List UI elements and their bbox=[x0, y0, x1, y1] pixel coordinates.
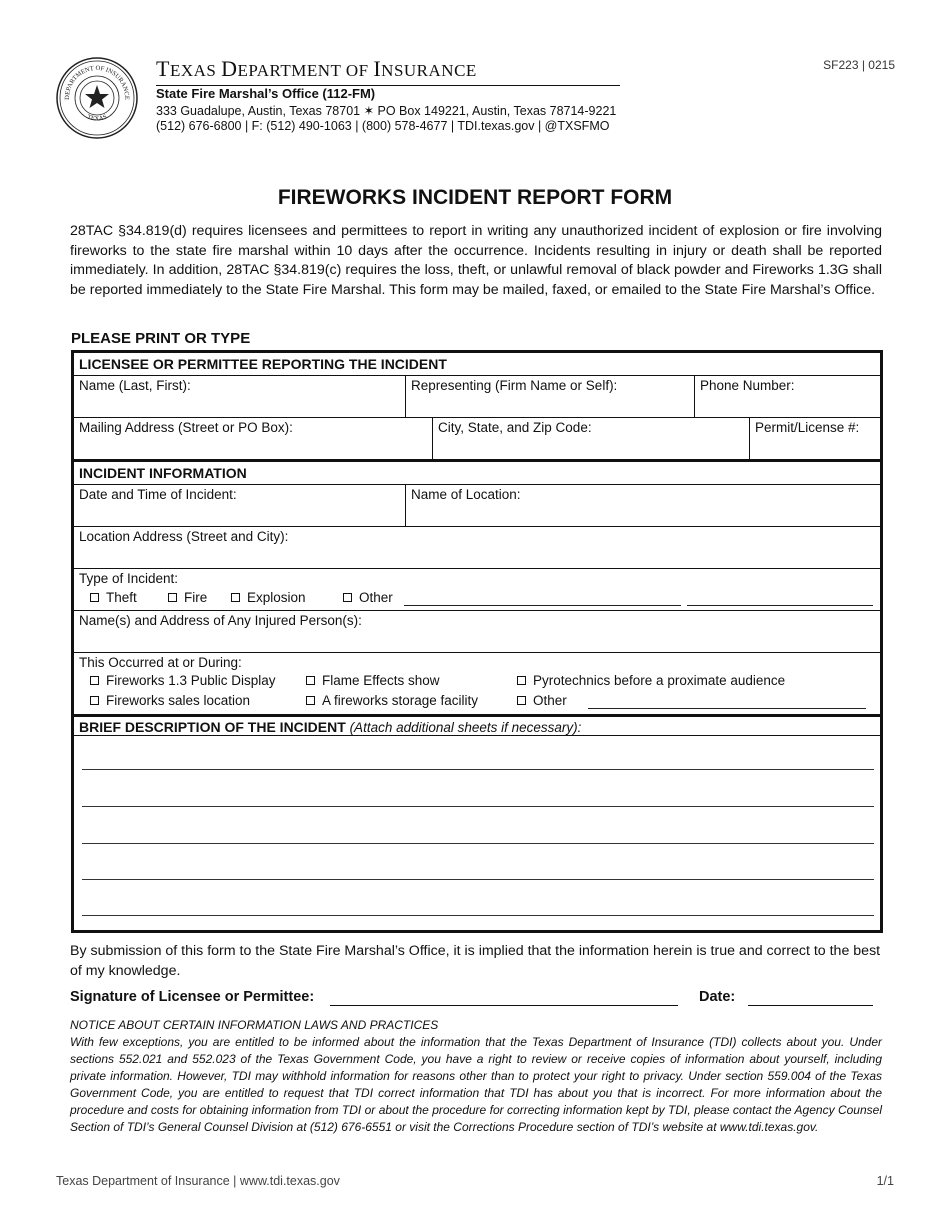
footer-agency: Texas Department of Insurance | www.tdi.texas.gov bbox=[56, 1174, 340, 1188]
name-field[interactable]: Name (Last, First): bbox=[79, 378, 191, 393]
checkbox-icon bbox=[90, 676, 99, 685]
checkbox-icon bbox=[306, 676, 315, 685]
date-line[interactable] bbox=[748, 1005, 873, 1006]
checkbox-icon bbox=[343, 593, 352, 602]
signature-label: Signature of Licensee or Permittee: bbox=[70, 989, 315, 1005]
representing-field[interactable]: Representing (Firm Name or Self): bbox=[411, 378, 618, 393]
type-theft-checkbox[interactable]: Theft bbox=[90, 590, 137, 605]
agency-title: TEXAS DEPARTMENT OF INSURANCE bbox=[156, 56, 620, 86]
occurred-public-display-checkbox[interactable]: Fireworks 1.3 Public Display bbox=[90, 673, 276, 688]
attestation-text: By submission of this form to the State Fire Marshal’s Office, it is implied that the information herein is true and correct to the best of my knowledge. bbox=[70, 943, 881, 979]
occurred-storage-facility-checkbox[interactable]: A fireworks storage facility bbox=[306, 693, 478, 708]
form-title: FIREWORKS INCIDENT REPORT FORM bbox=[277, 186, 673, 209]
type-fire-checkbox[interactable]: Fire bbox=[168, 590, 207, 605]
tdi-seal-logo bbox=[55, 56, 139, 140]
type-other-line-2[interactable] bbox=[687, 605, 873, 606]
checkbox-icon bbox=[231, 593, 240, 602]
incident-date-time-field[interactable]: Date and Time of Incident: bbox=[79, 487, 237, 502]
mailing-address-field[interactable]: Mailing Address (Street or PO Box): bbox=[79, 420, 293, 435]
incident-form bbox=[71, 350, 883, 933]
phone-field[interactable]: Phone Number: bbox=[700, 378, 795, 393]
seal-bottom-text: TEXAS bbox=[86, 113, 108, 123]
location-address-field[interactable]: Location Address (Street and City): bbox=[79, 529, 289, 544]
location-name-field[interactable]: Name of Location: bbox=[411, 487, 521, 502]
checkbox-icon bbox=[168, 593, 177, 602]
type-other-line[interactable] bbox=[404, 605, 681, 606]
office-address: 333 Guadalupe, Austin, Texas 78701 ✶ PO Box 149221, Austin, Texas 78714-9221 bbox=[156, 104, 617, 118]
office-name: State Fire Marshal’s Office (112-FM) bbox=[156, 86, 376, 101]
description-heading: BRIEF DESCRIPTION OF THE INCIDENT (Attach additional sheets if necessary): bbox=[79, 719, 582, 735]
page-number: 1/1 bbox=[876, 1174, 894, 1188]
injured-persons-field[interactable]: Name(s) and Address of Any Injured Person(s): bbox=[79, 613, 362, 628]
licensee-section-heading: LICENSEE OR PERMITTEE REPORTING THE INCIDENT bbox=[79, 356, 447, 372]
occurred-other-checkbox[interactable]: Other bbox=[517, 693, 567, 708]
seal-top-text: DEPARTMENT OF INSURANCE bbox=[63, 64, 131, 100]
checkbox-icon bbox=[90, 696, 99, 705]
occurred-flame-effects-checkbox[interactable]: Flame Effects show bbox=[306, 673, 440, 688]
description-line-4[interactable] bbox=[82, 879, 874, 880]
date-label: Date: bbox=[699, 989, 736, 1005]
form-number: SF223 | 0215 bbox=[823, 58, 895, 72]
type-explosion-checkbox[interactable]: Explosion bbox=[231, 590, 306, 605]
print-instruction: PLEASE PRINT OR TYPE bbox=[71, 330, 251, 347]
description-line-3[interactable] bbox=[82, 843, 874, 844]
checkbox-icon bbox=[517, 676, 526, 685]
checkbox-icon bbox=[517, 696, 526, 705]
signature-line[interactable] bbox=[330, 1005, 678, 1006]
checkbox-icon bbox=[306, 696, 315, 705]
incident-type-label: Type of Incident: bbox=[79, 571, 179, 586]
description-line-1[interactable] bbox=[82, 769, 874, 770]
intro-paragraph: 28TAC §34.819(d) requires licensees and permittees to report in writing any unauthorized incident of explosion or fire involving fireworks to the state fire marshal within 10 days after the occurrence. Incidents resulting in injury or death shall be reported immediately. In addition, 28TAC §34.819(c) requires the loss, theft, or unlawful removal of black powder and Fireworks 1.3G shall be reported immediately to the State Fire Marshal. This form may be mailed, faxed, or emailed to the State Fire Marshal’s Office. bbox=[70, 223, 882, 298]
occurred-other-line[interactable] bbox=[588, 708, 866, 709]
occurred-pyrotechnics-checkbox[interactable]: Pyrotechnics before a proximate audience bbox=[517, 673, 785, 688]
notice-text: With few exceptions, you are entitled to be informed about the information that the Texas Department of Insurance (TDI) collects about you. Under sections 552.021 and 552.023 of the Texas Government Code, you have a right to review or receive copies of information about yourself, including private information. However, TDI may withhold information for reasons other than to protect your right to privacy. Under section 559.004 of the Texas Government Code, you are entitled to request that TDI correct information that TDI has about you that is incorrect. For more information about the procedure and costs for obtaining information from TDI or about the procedure for correcting information kept by TDI, please contact the Agency Counsel Section of TDI’s General Counsel Division at (512) 676-6551 or visit the Corrections Procedure section of TDI’s website at www.tdi.texas.gov. bbox=[70, 1035, 882, 1134]
occurred-sales-location-checkbox[interactable]: Fireworks sales location bbox=[90, 693, 250, 708]
office-contact: (512) 676-6800 | F: (512) 490-1063 | (800) 578-4677 | TDI.texas.gov | @TXSFMO bbox=[156, 119, 610, 133]
occurred-label: This Occurred at or During: bbox=[79, 655, 242, 670]
notice-heading: NOTICE ABOUT CERTAIN INFORMATION LAWS AND PRACTICES bbox=[70, 1018, 439, 1032]
incident-section-heading: INCIDENT INFORMATION bbox=[79, 465, 247, 481]
description-line-2[interactable] bbox=[82, 806, 874, 807]
permit-license-field[interactable]: Permit/License #: bbox=[755, 420, 860, 435]
type-other-checkbox[interactable]: Other bbox=[343, 590, 393, 605]
checkbox-icon bbox=[90, 593, 99, 602]
description-line-5[interactable] bbox=[82, 915, 874, 916]
city-state-zip-field[interactable]: City, State, and Zip Code: bbox=[438, 420, 592, 435]
